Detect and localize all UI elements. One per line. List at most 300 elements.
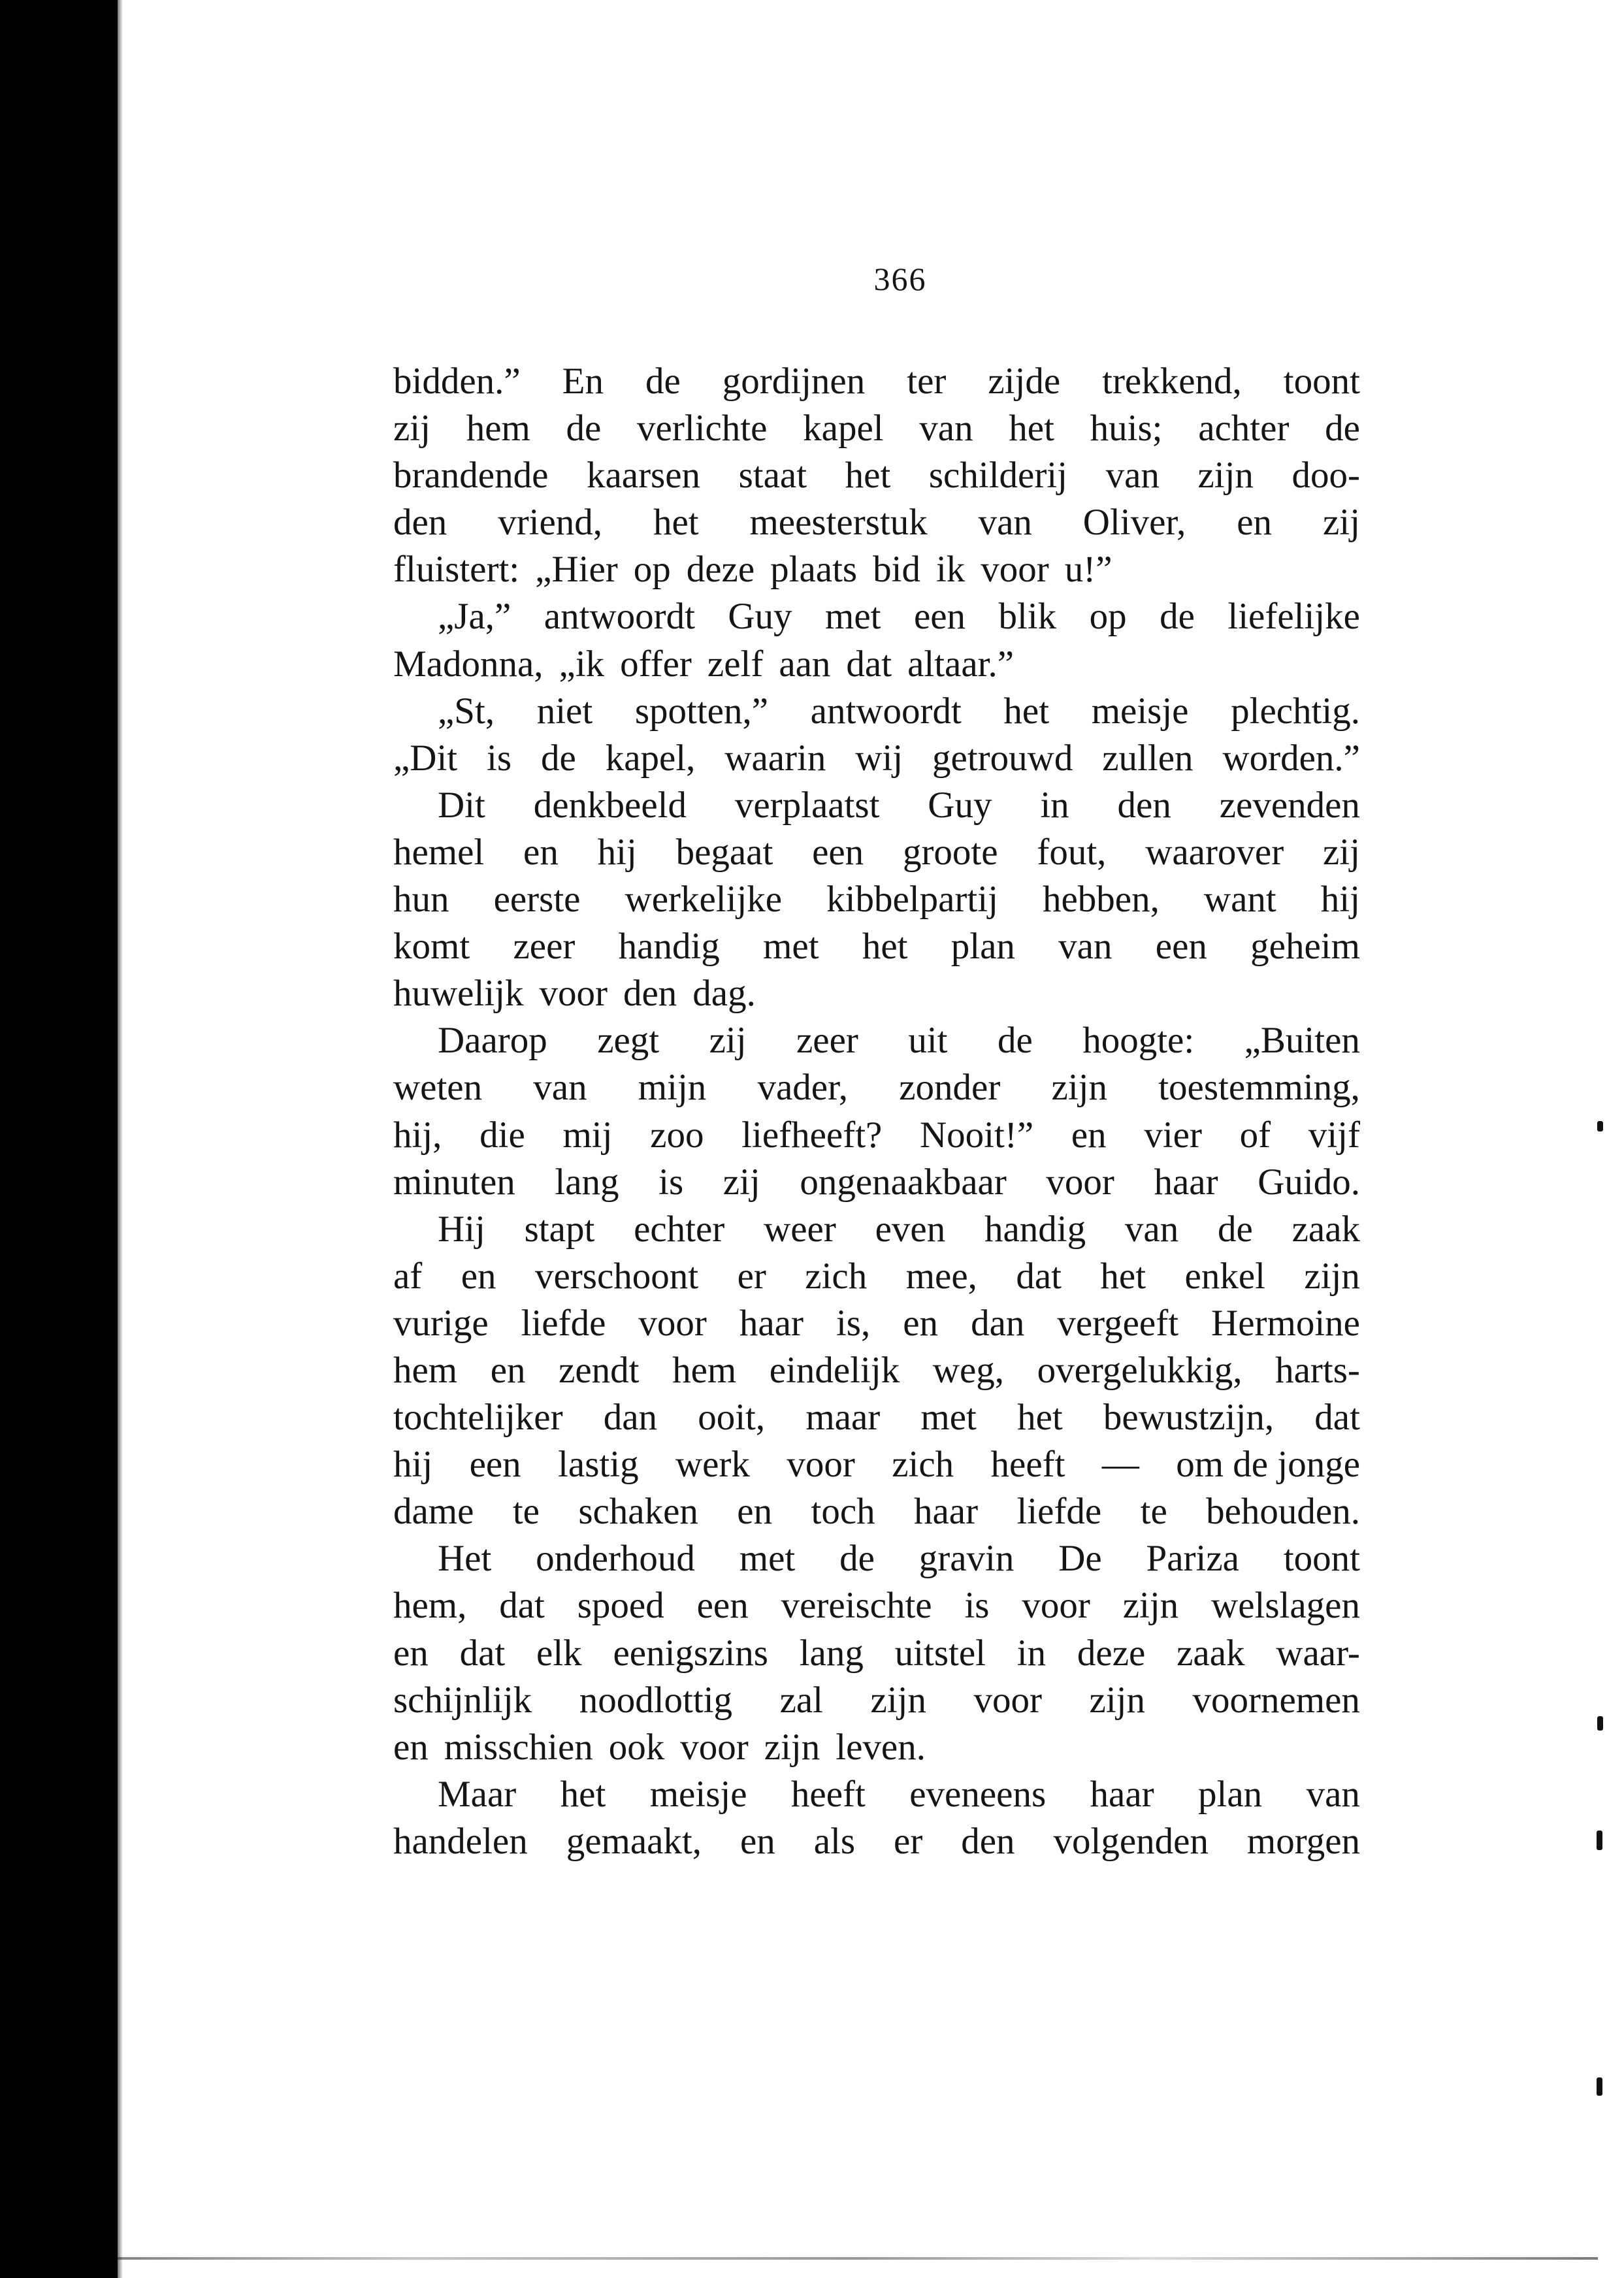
word: mij	[562, 1114, 613, 1156]
word: waarin	[724, 737, 826, 779]
word: Hij	[438, 1208, 485, 1250]
word: „Buiten	[1244, 1020, 1360, 1062]
word: „Ja,”	[438, 596, 512, 638]
word: zijn	[1089, 1679, 1145, 1721]
word: welslagen	[1211, 1585, 1360, 1627]
word: offer	[620, 643, 692, 685]
word: blik	[998, 596, 1057, 638]
word: antwoordt	[810, 690, 962, 732]
word: begaat	[675, 831, 773, 873]
word: bid	[873, 549, 920, 591]
word: leven.	[836, 1726, 926, 1768]
word: de	[1218, 1208, 1253, 1250]
word: en	[1071, 1114, 1107, 1156]
word: kapel,	[605, 737, 696, 779]
word: zeer	[513, 926, 576, 968]
word: Madonna,	[393, 643, 544, 685]
text-line	[393, 1724, 1360, 1771]
word: volgenden	[1053, 1820, 1209, 1862]
word: bewustzijn,	[1103, 1397, 1275, 1439]
word: verplaatst	[734, 784, 880, 826]
word: deze	[686, 549, 755, 591]
text-line	[393, 1017, 1360, 1064]
word: dan	[603, 1397, 658, 1439]
word: gemaakt,	[566, 1820, 702, 1862]
word: de	[1325, 408, 1360, 449]
word: een	[696, 1585, 749, 1627]
word: zoo	[650, 1114, 704, 1156]
word: Daarop	[438, 1020, 547, 1062]
word: spotten,”	[634, 690, 769, 732]
word: weer	[764, 1208, 836, 1250]
word: is	[658, 1161, 684, 1203]
word: dan	[971, 1302, 1025, 1344]
word: op	[1089, 596, 1127, 638]
word: Pariza	[1146, 1538, 1239, 1580]
word: bidden.”	[393, 361, 521, 402]
word: toont	[1283, 361, 1360, 402]
word: meesterstuk	[749, 502, 928, 544]
word: weg,	[932, 1349, 1005, 1391]
word: van	[533, 1067, 587, 1109]
margin-speck	[1597, 1121, 1603, 1131]
word: er	[894, 1820, 923, 1862]
word: zich	[892, 1444, 954, 1486]
word: kibbelpartij	[826, 879, 998, 920]
word: hebben,	[1042, 879, 1160, 920]
text-line	[393, 546, 1360, 593]
word: om de jonge	[1176, 1444, 1360, 1486]
word: kaarsen	[586, 455, 701, 496]
word: handig	[984, 1208, 1086, 1250]
word: dame	[393, 1491, 474, 1533]
word: zullen	[1102, 737, 1194, 779]
word: de	[540, 737, 576, 779]
word: waar-	[1276, 1632, 1360, 1674]
word: werkelijke	[625, 879, 783, 920]
word: lang	[799, 1632, 864, 1674]
word: en	[737, 1491, 773, 1533]
word: lastig	[558, 1444, 639, 1486]
word: overgelukkig,	[1037, 1349, 1242, 1391]
text-line	[393, 1818, 1360, 1865]
word: behouden.	[1206, 1491, 1360, 1533]
word: denkbeeld	[533, 784, 687, 826]
word: haar	[739, 1302, 804, 1344]
word: Guy	[928, 784, 992, 826]
word: spoed	[577, 1585, 664, 1627]
word: liefelijke	[1227, 596, 1360, 638]
word: dat	[499, 1585, 545, 1627]
text-line	[393, 405, 1360, 452]
word: van	[1105, 455, 1160, 496]
word: „ik	[559, 643, 605, 685]
text-line	[393, 1394, 1360, 1441]
word: voor	[680, 1726, 749, 1768]
word: en	[461, 1255, 496, 1297]
word: verlichte	[637, 408, 768, 449]
word: er	[737, 1255, 766, 1297]
text-line	[393, 1630, 1360, 1677]
word: altaar.”	[907, 643, 1015, 685]
word: „Hier	[535, 549, 618, 591]
word: geheim	[1250, 926, 1360, 968]
word: onderhoud	[536, 1538, 695, 1580]
word: een	[913, 596, 966, 638]
word: hij,	[393, 1114, 442, 1156]
word: plan	[1198, 1773, 1263, 1815]
word: uitstel	[894, 1632, 986, 1674]
word: als	[813, 1820, 856, 1862]
word: plechtig.	[1231, 690, 1360, 732]
word: voor	[1046, 1161, 1114, 1203]
word: wij	[855, 737, 903, 779]
word: zij	[1322, 502, 1360, 544]
word: gravin	[918, 1538, 1015, 1580]
word: De	[1058, 1538, 1102, 1580]
word: zevenden	[1219, 784, 1360, 826]
word: lang	[555, 1161, 619, 1203]
text-line	[393, 1771, 1360, 1818]
word: of	[1239, 1114, 1271, 1156]
word: fluistert:	[393, 549, 520, 591]
word: enkel	[1184, 1255, 1265, 1297]
word: u!”	[1064, 549, 1112, 591]
text-line	[393, 641, 1360, 688]
word: eveneens	[909, 1773, 1047, 1815]
word: want	[1203, 879, 1276, 920]
word: hij	[597, 831, 637, 873]
word: van	[1124, 1208, 1179, 1250]
word: en	[393, 1726, 429, 1768]
word: hun	[393, 879, 449, 920]
word: huwelijk	[393, 973, 524, 1015]
word: van	[1306, 1773, 1360, 1815]
word: Dit	[438, 784, 485, 826]
word: schijnlijk	[393, 1679, 532, 1721]
word: het	[1100, 1255, 1146, 1297]
word: meisje	[649, 1773, 747, 1815]
word: staat	[738, 455, 807, 496]
word: zijn	[1197, 455, 1254, 496]
scan-bottom-edge	[118, 2257, 1598, 2260]
word: een	[1155, 926, 1207, 968]
word: toont	[1283, 1538, 1360, 1580]
word: meisje	[1091, 690, 1189, 732]
word: zij	[723, 1161, 760, 1203]
word: „St,	[438, 690, 495, 732]
word: hem	[466, 408, 530, 449]
word: Oliver,	[1082, 502, 1186, 544]
text-line	[393, 782, 1360, 829]
word: een	[469, 1444, 521, 1486]
word: het	[1017, 1397, 1063, 1439]
text-line	[393, 688, 1360, 735]
word: te	[1140, 1491, 1167, 1533]
word: toch	[811, 1491, 875, 1533]
word: van	[1058, 926, 1112, 968]
word: met	[920, 1397, 977, 1439]
word: komt	[393, 926, 470, 968]
word: met	[763, 926, 819, 968]
word: schilderij	[928, 455, 1067, 496]
word: kapel	[803, 408, 884, 449]
page-number: 366	[873, 261, 927, 297]
word: schaken	[578, 1491, 698, 1533]
word: voor	[638, 1302, 707, 1344]
word: uit	[908, 1020, 948, 1062]
word: het	[560, 1773, 606, 1815]
word: zijn	[870, 1679, 926, 1721]
word: dat	[1314, 1397, 1360, 1439]
text-line	[393, 1441, 1360, 1488]
word: Maar	[438, 1773, 517, 1815]
text-line	[393, 1488, 1360, 1535]
word: zegt	[597, 1020, 660, 1062]
word: ik	[935, 549, 966, 591]
word: haar	[1090, 1773, 1154, 1815]
word: hij	[1320, 879, 1360, 920]
word: hem,	[393, 1585, 467, 1627]
word: toestemming,	[1158, 1067, 1360, 1109]
word: en	[903, 1302, 939, 1344]
word: plan	[950, 926, 1015, 968]
text-line	[393, 1206, 1360, 1253]
word: hem	[393, 1349, 458, 1391]
word: het	[845, 455, 891, 496]
word: met	[739, 1538, 796, 1580]
word: huis;	[1090, 408, 1163, 449]
word: te	[512, 1491, 540, 1533]
body-text	[393, 358, 1360, 1865]
word: groote	[902, 831, 998, 873]
word: zij	[393, 408, 430, 449]
word: voor	[973, 1679, 1042, 1721]
word: zaak	[1291, 1208, 1360, 1250]
word: is	[487, 737, 512, 779]
word: dat	[846, 643, 892, 685]
word: trekkend,	[1102, 361, 1242, 402]
word: het	[1009, 408, 1054, 449]
word: haar	[914, 1491, 979, 1533]
word: hij	[393, 1444, 433, 1486]
word: noodlottig	[579, 1679, 733, 1721]
word: haar	[1154, 1161, 1218, 1203]
word: vier	[1144, 1114, 1202, 1156]
word: zijn	[1122, 1585, 1179, 1627]
word: maar	[805, 1397, 881, 1439]
word: weten	[393, 1067, 483, 1109]
word: voor	[539, 973, 608, 1015]
word: op	[633, 549, 671, 591]
word: aan	[779, 643, 831, 685]
word: echter	[634, 1208, 725, 1250]
word: mee,	[905, 1255, 977, 1297]
word: Guy	[728, 596, 792, 638]
word: vurige	[393, 1302, 489, 1344]
word: heeft	[990, 1444, 1065, 1486]
text-line	[393, 923, 1360, 970]
text-line	[393, 1347, 1360, 1394]
word: stapt	[524, 1208, 595, 1250]
margin-speck	[1597, 2077, 1602, 2096]
word: in	[1040, 784, 1069, 826]
word: zijn	[764, 1726, 820, 1768]
word: de	[839, 1538, 875, 1580]
word: Het	[438, 1538, 492, 1580]
text-line	[393, 1159, 1360, 1206]
word: den	[393, 502, 447, 544]
word: achter	[1198, 408, 1290, 449]
word: voornemen	[1192, 1679, 1360, 1721]
word: af	[393, 1255, 423, 1297]
word: het	[1003, 690, 1050, 732]
word: fout,	[1037, 831, 1107, 873]
word: plaats	[770, 549, 858, 591]
word: „Dit	[393, 737, 458, 779]
text-line	[393, 876, 1360, 923]
word: hemel	[393, 831, 485, 873]
word: deze	[1077, 1632, 1146, 1674]
word: —	[1101, 1444, 1139, 1486]
word: En	[562, 361, 604, 402]
word: liefde	[521, 1302, 606, 1344]
word: niet	[536, 690, 593, 732]
word: handig	[618, 926, 720, 968]
word: misschien	[444, 1726, 593, 1768]
word: liefheeft?	[741, 1114, 883, 1156]
word: vriend,	[498, 502, 603, 544]
text-line	[393, 1582, 1360, 1629]
word: vereischte	[781, 1585, 932, 1627]
word: even	[875, 1208, 946, 1250]
word: doo-	[1291, 455, 1360, 496]
word: den	[623, 973, 677, 1015]
margin-speck	[1597, 1716, 1603, 1731]
word: tochtelijker	[393, 1397, 563, 1439]
word: zijn	[1051, 1067, 1108, 1109]
word: de	[997, 1020, 1033, 1062]
word: in	[1016, 1632, 1047, 1674]
word: voor	[1022, 1585, 1090, 1627]
word: eindelijk	[769, 1349, 900, 1391]
word: het	[862, 926, 908, 968]
word: morgen	[1246, 1820, 1360, 1862]
word: de	[566, 408, 602, 449]
text-line	[393, 1535, 1360, 1582]
text-line	[393, 593, 1360, 640]
word: is	[964, 1585, 990, 1627]
word: waarover	[1145, 831, 1284, 873]
word: liefde	[1016, 1491, 1102, 1533]
word: brandende	[393, 455, 549, 496]
word: Hermoine	[1211, 1302, 1360, 1344]
text-line	[393, 735, 1360, 782]
text-line	[393, 358, 1360, 405]
word: zijn	[1304, 1255, 1360, 1297]
word: met	[825, 596, 881, 638]
text-line	[393, 499, 1360, 546]
word: worden.”	[1222, 737, 1360, 779]
word: zonder	[899, 1067, 1001, 1109]
word: dat	[1016, 1255, 1062, 1297]
word: gordijnen	[722, 361, 866, 402]
word: eerste	[493, 879, 581, 920]
word: en	[739, 1820, 775, 1862]
word: ter	[907, 361, 947, 402]
text-line	[393, 1300, 1360, 1347]
word: zal	[779, 1679, 823, 1721]
word: Nooit!”	[920, 1114, 1034, 1156]
word: en	[393, 1632, 429, 1674]
word: heeft	[790, 1773, 866, 1815]
word: vader,	[757, 1067, 849, 1109]
word: ook	[608, 1726, 665, 1768]
word: handelen	[393, 1820, 528, 1862]
word: elk	[536, 1632, 582, 1674]
word: ongenaakbaar	[800, 1161, 1007, 1203]
word: het	[653, 502, 699, 544]
word: hem	[672, 1349, 737, 1391]
word: zich	[805, 1255, 868, 1297]
word: den	[1117, 784, 1171, 826]
word: en	[490, 1349, 526, 1391]
text-line	[393, 1677, 1360, 1724]
word: voor	[981, 549, 1049, 591]
word: getrouwd	[932, 737, 1073, 779]
text-line	[393, 970, 1360, 1017]
text-line	[393, 452, 1360, 499]
word: die	[479, 1114, 525, 1156]
word: verschoont	[535, 1255, 699, 1297]
word: zaak	[1177, 1632, 1245, 1674]
word: en	[1237, 502, 1273, 544]
word: van	[978, 502, 1032, 544]
word: minuten	[393, 1161, 515, 1203]
margin-speck	[1597, 1831, 1602, 1850]
word: zij	[1322, 831, 1360, 873]
word: mijn	[638, 1067, 707, 1109]
text-line	[393, 829, 1360, 876]
word: ooit,	[698, 1397, 766, 1439]
word: Guido.	[1258, 1161, 1360, 1203]
word: de	[1160, 596, 1195, 638]
word: dag.	[692, 973, 756, 1015]
word: antwoordt	[544, 596, 695, 638]
word: den	[961, 1820, 1015, 1862]
word: werk	[675, 1444, 750, 1486]
word: zijde	[988, 361, 1061, 402]
word: van	[919, 408, 973, 449]
scan-dark-edge	[0, 0, 118, 2278]
word: zeer	[796, 1020, 858, 1062]
word: zendt	[559, 1349, 640, 1391]
word: zelf	[707, 643, 764, 685]
word: voor	[787, 1444, 855, 1486]
word: vijf	[1308, 1114, 1360, 1156]
word: een	[812, 831, 864, 873]
word: harts-	[1275, 1349, 1360, 1391]
text-line	[393, 1253, 1360, 1300]
word: de	[645, 361, 681, 402]
text-line	[393, 1064, 1360, 1111]
word: eenigszins	[613, 1632, 768, 1674]
word: is,	[836, 1302, 871, 1344]
word: dat	[459, 1632, 506, 1674]
text-line	[393, 1112, 1360, 1159]
word: zij	[709, 1020, 747, 1062]
word: hoogte:	[1082, 1020, 1195, 1062]
